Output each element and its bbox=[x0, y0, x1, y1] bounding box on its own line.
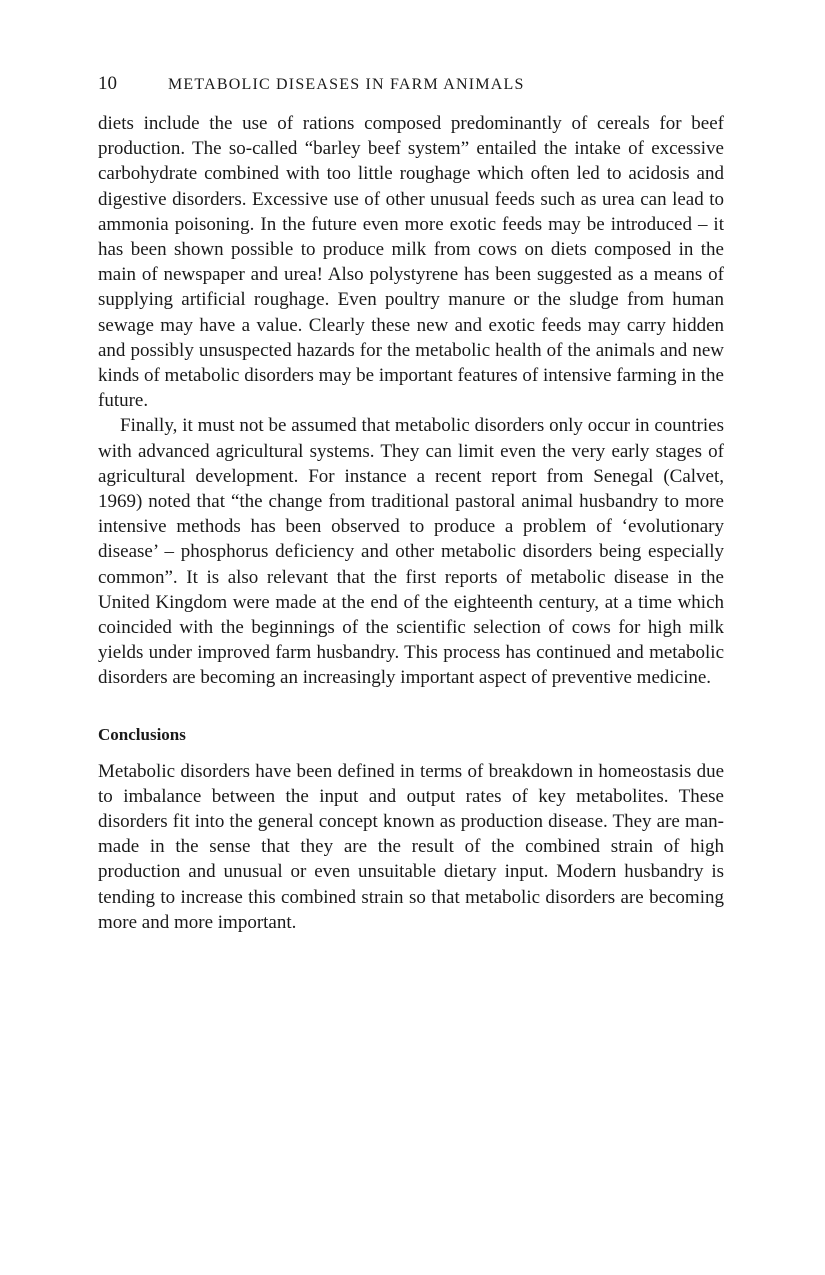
section-heading-conclusions: Conclusions bbox=[98, 724, 186, 744]
page-number: 10 bbox=[98, 73, 117, 94]
running-title: METABOLIC DISEASES IN FARM ANIMALS bbox=[168, 76, 525, 93]
book-page bbox=[98, 72, 724, 935]
conclusions-paragraph: Metabolic disorders have been defined in terms of breakdown in homeostasis due to imbalance between the input and output rates of key metabolites. These disorders fit into the general concept known as production disease. They are man-made in the sense that they are the result of the combined strain of high production and unusual or even unsuitable dietary input. Modern husbandry is tending to increase this combined strain so that metabolic disorders are becoming more and more important. bbox=[98, 760, 724, 933]
running-head bbox=[98, 72, 724, 97]
body-paragraph-2: Finally, it must not be assumed that metabolic disorders only occur in countries with advanced agricultural systems. They can limit even the very early stages of agricultural development. For instance a recent report from Senegal (Calvet, 1969) noted that “the change from traditional pastoral animal husbandry to more intensive methods has been observed to produce a problem of ‘evolutionary disease’ – phosphorus deficiency and other metabolic disorders being especially common”. It is also relevant that the first reports of metabolic disease in the United Kingdom were made at the end of the eighteenth century, at a time which coincided with the beginnings of the scientific selection of cows for high milk yields under improved farm husbandry. This process has continued and metabolic disorders are becoming an increasingly important aspect of preventive medicine. bbox=[98, 415, 724, 689]
body-paragraph-1: diets include the use of rations composed predominantly of cereals for beef production. The so-called “barley beef system” entailed the intake of excessive carbohydrate combined with too little roughage which often led to acidosis and digestive disorders. Excessive use of other unusual feeds such as urea can lead to ammonia poisoning. In the future even more exotic feeds may be introduced – it has been shown possible to produce milk from cows on diets composed in the main of newspaper and urea! Also polystyrene has been suggested as a means of supplying artificial roughage. Even poultry manure or the sludge from human sewage may have a value. Clearly these new and exotic feeds may carry hidden and possibly unsuspected hazards for the metabolic health of the animals and new kinds of metabolic disorders may be important features of intensive farming in the future. bbox=[98, 113, 724, 412]
